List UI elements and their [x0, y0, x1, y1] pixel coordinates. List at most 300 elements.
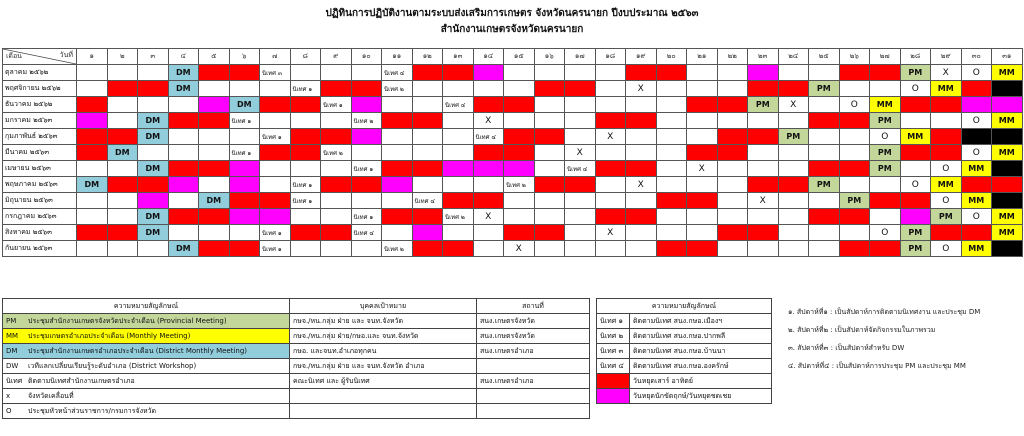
day-cell — [504, 113, 535, 129]
day-cell — [565, 97, 596, 113]
day-cell — [382, 129, 413, 145]
day-cell — [229, 225, 260, 241]
day-cell — [321, 161, 352, 177]
day-cell — [778, 113, 809, 129]
legend-target: กษจ./หน.กลุ่ม ฝ่าย/กษอ.และ จนท.จังหวัด — [290, 329, 477, 344]
nitet-cell: นิเทศ ๔ — [412, 193, 443, 209]
month-label: ธันวาคม ๒๕๖๒ — [3, 97, 77, 113]
weekend-holiday-cell — [778, 177, 809, 193]
public-holiday-cell — [473, 65, 504, 81]
dm-cell: DM — [168, 241, 199, 257]
weekend-holiday-cell — [626, 113, 657, 129]
day-cell — [534, 209, 565, 225]
weekend-holiday-cell — [626, 65, 657, 81]
x-cell: X — [565, 145, 596, 161]
day-cell — [839, 129, 870, 145]
legend-place — [477, 404, 590, 419]
day-header: ๑๔ — [473, 49, 504, 65]
day-cell — [168, 129, 199, 145]
legend-symbol: O — [6, 406, 12, 415]
day-header: ๒๓ — [748, 49, 779, 65]
weekend-holiday-cell — [504, 145, 535, 161]
day-cell — [717, 113, 748, 129]
day-cell — [656, 225, 687, 241]
day-cell — [778, 193, 809, 209]
o-cell: O — [839, 97, 870, 113]
legend-nitet-table — [596, 298, 772, 404]
weekend-holiday-cell — [748, 225, 779, 241]
month-label: มิถุนายน ๒๕๖๓ — [3, 193, 77, 209]
day-cell — [839, 177, 870, 193]
legend-desc-cell — [3, 329, 290, 344]
day-header: ๓๐ — [961, 49, 992, 65]
legend-place: สนง.เกษตรจังหวัด — [477, 329, 590, 344]
day-cell — [870, 81, 901, 97]
pm-cell: PM — [931, 209, 962, 225]
weekend-holiday-cell — [321, 225, 352, 241]
weekend-holiday-cell — [412, 241, 443, 257]
pm-cell: PM — [870, 113, 901, 129]
day-header: ๓๑ — [992, 49, 1023, 65]
day-cell — [138, 65, 169, 81]
legend-row — [3, 374, 590, 389]
weekend-holiday-cell — [717, 225, 748, 241]
legend-row — [3, 389, 590, 404]
day-cell — [77, 65, 108, 81]
weekend-holiday-cell — [778, 81, 809, 97]
nitet-cell: นิเทศ ๑ — [229, 145, 260, 161]
weekend-holiday-cell — [839, 65, 870, 81]
public-holiday-cell — [961, 97, 992, 113]
weekend-holiday-cell — [748, 81, 779, 97]
day-cell — [809, 193, 840, 209]
calendar-grid — [2, 48, 1023, 257]
x-cell: X — [504, 241, 535, 257]
day-cell — [321, 65, 352, 81]
pm-cell: PM — [900, 65, 931, 81]
public-holiday-cell — [412, 225, 443, 241]
weekend-holiday-cell — [504, 129, 535, 145]
page-title: ปฏิทินการปฏิบัติงานตามระบบส่งเสริมการเกษตร จังหวัดนครนายก ปีงบประมาณ ๒๕๖๓ — [325, 8, 699, 19]
legend-desc-cell — [3, 359, 290, 374]
day-cell — [77, 81, 108, 97]
day-header: ๑๕ — [504, 49, 535, 65]
weekend-holiday-cell — [839, 113, 870, 129]
month-row — [3, 113, 1023, 129]
nitet-cell: นิเทศ ๑ — [290, 177, 321, 193]
weekend-holiday-cell — [473, 97, 504, 113]
day-cell — [382, 145, 413, 161]
o-cell: O — [961, 145, 992, 161]
legend-nitet-row — [597, 374, 772, 389]
day-cell — [687, 81, 718, 97]
legend-nitet-symbol: นิเทศ ๑ — [597, 314, 630, 329]
day-cell — [321, 241, 352, 257]
nitet-cell: นิเทศ ๔ — [565, 161, 596, 177]
nitet-cell: นิเทศ ๒ — [382, 241, 413, 257]
dm-cell: DM — [229, 97, 260, 113]
day-cell — [534, 65, 565, 81]
mm-cell: MM — [992, 113, 1023, 129]
day-cell — [565, 113, 596, 129]
weekend-holiday-cell — [412, 209, 443, 225]
day-header: ๘ — [290, 49, 321, 65]
legend-row — [3, 344, 590, 359]
day-cell — [748, 113, 779, 129]
legend-description: จังหวัดเคลื่อนที่ — [28, 391, 74, 400]
month-label: มีนาคม ๒๕๖๓ — [3, 145, 77, 161]
weekend-holiday-cell — [809, 113, 840, 129]
legend-symbol: PM — [6, 316, 17, 325]
legend-nitet-desc: ติดตามนิเทศ สนง.กษอ.องครักษ์ — [630, 359, 772, 374]
day-cell — [931, 113, 962, 129]
o-cell: O — [900, 81, 931, 97]
week-notes — [788, 303, 980, 375]
nitet-cell: นิเทศ ๔ — [473, 129, 504, 145]
pm-cell: PM — [809, 81, 840, 97]
x-cell: X — [473, 113, 504, 129]
weekend-holiday-cell — [321, 81, 352, 97]
day-header: ๑๒ — [412, 49, 443, 65]
day-cell — [565, 225, 596, 241]
legend-target — [290, 404, 477, 419]
day-cell — [595, 81, 626, 97]
day-cell — [534, 241, 565, 257]
corner-day-label: วันที่ — [59, 51, 73, 59]
weekend-holiday-cell — [748, 177, 779, 193]
pm-cell: PM — [870, 161, 901, 177]
month-label: พฤษภาคม ๒๕๖๓ — [3, 177, 77, 193]
legend-description: ประชุมสำนักงานเกษตรจังหวัดประจำเดือน (Provincial Meeting) — [28, 316, 227, 325]
month-row — [3, 225, 1023, 241]
day-header: ๑๙ — [626, 49, 657, 65]
public-holiday-cell — [138, 193, 169, 209]
day-cell — [199, 177, 230, 193]
weekend-holiday-cell — [443, 65, 474, 81]
day-cell — [443, 129, 474, 145]
x-cell: X — [595, 129, 626, 145]
weekend-holiday-cell — [595, 161, 626, 177]
weekend-holiday-cell — [656, 193, 687, 209]
o-cell: O — [870, 225, 901, 241]
day-cell — [199, 129, 230, 145]
weekend-holiday-cell — [382, 209, 413, 225]
weekend-holiday-cell — [717, 145, 748, 161]
weekend-holiday-cell — [717, 97, 748, 113]
day-cell — [565, 65, 596, 81]
weekend-holiday-cell — [961, 177, 992, 193]
pm-cell: PM — [870, 145, 901, 161]
month-label: กันยายน ๒๕๖๓ — [3, 241, 77, 257]
weekend-holiday-cell — [931, 145, 962, 161]
day-cell — [534, 193, 565, 209]
legend-nitet-symbol — [597, 389, 630, 404]
weekend-holiday-cell — [229, 241, 260, 257]
day-cell — [290, 113, 321, 129]
nitet-cell: นิเทศ ๑ — [351, 209, 382, 225]
legend-nitet-desc: วันหยุดนักขัตฤกษ์/วันหยุดชดเชย — [630, 389, 772, 404]
weekend-holiday-cell — [961, 81, 992, 97]
nitet-cell: นิเทศ ๑ — [290, 81, 321, 97]
day-cell — [687, 65, 718, 81]
public-holiday-cell — [229, 177, 260, 193]
weekend-holiday-cell — [412, 65, 443, 81]
weekend-holiday-cell — [534, 129, 565, 145]
day-cell — [565, 209, 596, 225]
mm-cell: MM — [961, 193, 992, 209]
day-cell — [443, 81, 474, 97]
day-cell — [748, 145, 779, 161]
legend-description: ประชุมเกษตรอำเภอประจำเดือน (Monthly Meeting) — [28, 331, 191, 340]
day-cell — [595, 145, 626, 161]
weekend-holiday-cell — [717, 129, 748, 145]
day-cell — [717, 193, 748, 209]
weekend-holiday-cell — [107, 81, 138, 97]
weekend-holiday-cell — [900, 97, 931, 113]
legend-nitet-symbol — [597, 374, 630, 389]
day-cell — [473, 81, 504, 97]
corner-month-label: เดือน — [6, 52, 22, 60]
weekend-holiday-cell — [168, 209, 199, 225]
day-cell — [656, 81, 687, 97]
public-holiday-cell — [900, 209, 931, 225]
weekend-holiday-cell — [382, 113, 413, 129]
day-cell — [778, 65, 809, 81]
day-header: ๒๕ — [809, 49, 840, 65]
day-cell — [107, 65, 138, 81]
day-cell — [778, 145, 809, 161]
day-cell — [412, 81, 443, 97]
day-header: ๑๗ — [565, 49, 596, 65]
day-cell — [595, 241, 626, 257]
dm-cell: DM — [138, 113, 169, 129]
legend-target: กษอ. และจนท.อำเภอทุกคน — [290, 344, 477, 359]
day-cell — [351, 193, 382, 209]
day-cell — [656, 177, 687, 193]
day-cell — [900, 161, 931, 177]
day-cell — [321, 113, 352, 129]
legend-nitet-desc: ติดตามนิเทศ สนง.กษอ.เมืองฯ — [630, 314, 772, 329]
legend-target: คณะนิเทศ และ ผู้รับนิเทศ — [290, 374, 477, 389]
weekend-holiday-cell — [260, 97, 291, 113]
blank-black-cell — [961, 129, 992, 145]
day-cell — [412, 177, 443, 193]
legend-desc-cell — [3, 404, 290, 419]
blank-black-cell — [992, 81, 1023, 97]
legend-symbol: DM — [6, 346, 18, 355]
legend-nitet-desc: ติดตามนิเทศ สนง.กษอ.บ้านนา — [630, 344, 772, 359]
o-cell: O — [961, 209, 992, 225]
weekend-holiday-cell — [107, 225, 138, 241]
day-cell — [260, 177, 291, 193]
weekend-holiday-cell — [199, 113, 230, 129]
month-label: เมษายน ๒๕๖๓ — [3, 161, 77, 177]
day-cell — [687, 225, 718, 241]
public-holiday-cell — [443, 161, 474, 177]
weekend-holiday-cell — [565, 177, 596, 193]
day-cell — [717, 65, 748, 81]
weekend-holiday-cell — [138, 81, 169, 97]
weekend-holiday-cell — [77, 145, 108, 161]
weekend-holiday-cell — [77, 225, 108, 241]
day-cell — [351, 145, 382, 161]
month-row — [3, 193, 1023, 209]
day-cell — [504, 209, 535, 225]
nitet-cell: นิเทศ ๑ — [321, 97, 352, 113]
day-cell — [290, 241, 321, 257]
day-cell — [687, 177, 718, 193]
weekend-holiday-cell — [687, 241, 718, 257]
nitet-cell: นิเทศ ๔ — [351, 225, 382, 241]
month-row — [3, 81, 1023, 97]
x-cell: X — [626, 81, 657, 97]
month-row — [3, 209, 1023, 225]
o-cell: O — [961, 65, 992, 81]
day-cell — [717, 241, 748, 257]
mm-cell: MM — [870, 97, 901, 113]
weekend-holiday-cell — [687, 97, 718, 113]
day-cell — [473, 241, 504, 257]
x-cell: X — [473, 209, 504, 225]
legend-main-header — [3, 299, 590, 314]
nitet-cell: นิเทศ ๑ — [290, 193, 321, 209]
day-cell — [656, 113, 687, 129]
weekend-holiday-cell — [534, 177, 565, 193]
day-cell — [656, 145, 687, 161]
o-cell: O — [931, 161, 962, 177]
legend-target: กษจ./หน.กลุ่ม ฝ่าย และ จนท.จังหวัด — [290, 314, 477, 329]
day-header: ๖ — [229, 49, 260, 65]
day-cell — [138, 145, 169, 161]
legend-row — [3, 314, 590, 329]
pm-cell: PM — [839, 193, 870, 209]
weekend-holiday-cell — [595, 113, 626, 129]
weekend-holiday-cell — [504, 97, 535, 113]
day-cell — [687, 209, 718, 225]
day-cell — [107, 209, 138, 225]
week-note: ๔. สัปดาห์ที่๔ : เป็นสัปดาห์การประชุม PM และประชุม MM — [788, 362, 966, 370]
legend-nitet-symbol: นิเทศ ๒ — [597, 329, 630, 344]
legend-nitet-desc: ติดตามนิเทศ สนง.กษอ.ปากพลี — [630, 329, 772, 344]
x-cell: X — [931, 65, 962, 81]
legend-desc-cell — [3, 314, 290, 329]
weekend-holiday-cell — [534, 81, 565, 97]
legend-target — [290, 389, 477, 404]
nitet-cell: นิเทศ ๑ — [260, 129, 291, 145]
weekend-holiday-cell — [992, 177, 1023, 193]
o-cell: O — [870, 129, 901, 145]
day-cell — [656, 129, 687, 145]
day-header: ๗ — [260, 49, 291, 65]
day-cell — [809, 225, 840, 241]
legend-main-table — [2, 298, 590, 419]
day-cell — [626, 129, 657, 145]
day-cell — [717, 209, 748, 225]
weekend-holiday-cell — [168, 161, 199, 177]
public-holiday-cell — [351, 97, 382, 113]
day-cell — [351, 241, 382, 257]
legend-symbol: นิเทศ — [6, 376, 23, 385]
month-row — [3, 161, 1023, 177]
month-row — [3, 145, 1023, 161]
day-cell — [595, 177, 626, 193]
month-label: มกราคม ๒๕๖๓ — [3, 113, 77, 129]
month-label: สิงหาคม ๒๕๖๓ — [3, 225, 77, 241]
legend-place: สนง.เกษตรจังหวัด — [477, 314, 590, 329]
blank-black-cell — [992, 241, 1023, 257]
o-cell: O — [931, 241, 962, 257]
nitet-cell: นิเทศ ๔ — [382, 65, 413, 81]
mm-cell: MM — [992, 65, 1023, 81]
legend-symbol: x — [6, 391, 11, 400]
day-cell — [809, 65, 840, 81]
legend-nitet-symbol: นิเทศ ๓ — [597, 344, 630, 359]
weekend-holiday-cell — [351, 177, 382, 193]
day-cell — [443, 113, 474, 129]
day-cell — [748, 241, 779, 257]
day-header: ๓ — [138, 49, 169, 65]
x-cell: X — [626, 177, 657, 193]
grid-corner-cell — [3, 49, 77, 65]
day-cell — [199, 145, 230, 161]
week-note: ๑. สัปดาห์ที่๑ : เป็นสัปดาห์การติดตามนิเทศงาน และประชุม DM — [788, 308, 981, 316]
weekend-holiday-cell — [931, 129, 962, 145]
dm-cell: DM — [138, 161, 169, 177]
nitet-cell: นิเทศ ๑ — [260, 225, 291, 241]
day-cell — [839, 145, 870, 161]
weekend-holiday-cell — [412, 161, 443, 177]
day-cell — [77, 193, 108, 209]
legend-nitet-row — [597, 329, 772, 344]
weekend-holiday-cell — [687, 193, 718, 209]
day-header: ๑๑ — [382, 49, 413, 65]
day-header: ๑๓ — [443, 49, 474, 65]
day-cell — [595, 97, 626, 113]
day-cell — [290, 161, 321, 177]
dm-cell: DM — [199, 193, 230, 209]
x-cell: X — [748, 193, 779, 209]
day-cell — [900, 113, 931, 129]
legend-place — [477, 359, 590, 374]
day-cell — [290, 209, 321, 225]
legend-nitet-desc: วันหยุดเสาร์ อาทิตย์ — [630, 374, 772, 389]
day-cell — [504, 81, 535, 97]
weekend-holiday-cell — [473, 145, 504, 161]
legend-description: ประชุมสำนักงานเกษตรอำเภอประจำเดือน (District Monthly Meeting) — [28, 346, 248, 355]
weekend-holiday-cell — [351, 81, 382, 97]
public-holiday-cell — [168, 177, 199, 193]
day-cell — [534, 145, 565, 161]
day-cell — [626, 225, 657, 241]
legend-place: สนง.เกษตรอำเภอ — [477, 344, 590, 359]
day-header: ๒๒ — [717, 49, 748, 65]
weekend-holiday-cell — [870, 193, 901, 209]
weekend-holiday-cell — [229, 65, 260, 81]
day-cell — [534, 113, 565, 129]
day-cell — [260, 81, 291, 97]
day-cell — [778, 225, 809, 241]
weekend-holiday-cell — [534, 225, 565, 241]
legend-target: กษจ./หน.กลุ่ม ฝ่าย และ จนท.จังหวัด อำเภอ — [290, 359, 477, 374]
weekend-holiday-cell — [290, 145, 321, 161]
day-cell — [77, 161, 108, 177]
weekend-holiday-cell — [900, 145, 931, 161]
day-cell — [809, 129, 840, 145]
day-cell — [260, 161, 291, 177]
day-header: ๒ — [107, 49, 138, 65]
day-cell — [412, 129, 443, 145]
month-label: ตุลาคม ๒๕๖๒ — [3, 65, 77, 81]
